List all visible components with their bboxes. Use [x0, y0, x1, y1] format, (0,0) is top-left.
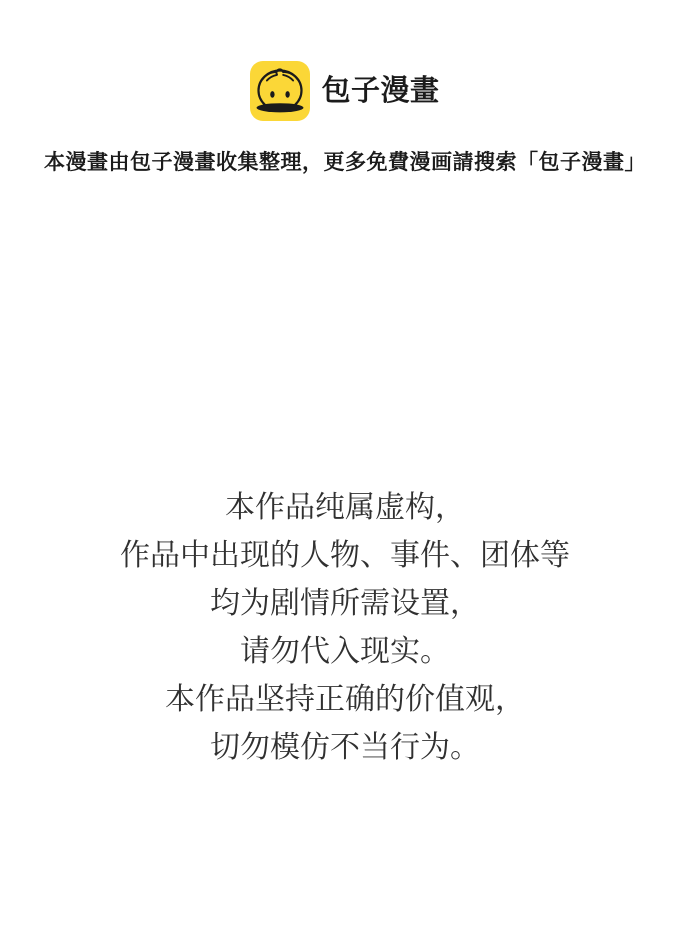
bun-right-eye: [286, 91, 290, 98]
disclaimer-line: 本作品纯属虚构，: [225, 491, 465, 524]
disclaimer-line: 均为剧情所需设置，: [210, 587, 480, 620]
bun-left-eye: [271, 91, 275, 98]
disclaimer-line: 作品中出现的人物、事件、团体等: [120, 539, 570, 572]
baozi-logo-icon: [250, 61, 310, 121]
disclaimer-line: 本作品坚持正确的价值观，: [165, 683, 525, 716]
disclaimer-line: 切勿模仿不当行为。: [210, 731, 480, 764]
disclaimer-block: [0, 484, 690, 772]
brand-title: 包子漫畫: [321, 74, 440, 107]
brand-tagline: 本漫畫由包子漫畫收集整理，更多免費漫画請搜索「包子漫畫」: [44, 151, 646, 174]
bun-shadow: [257, 103, 304, 112]
disclaimer-line: 请勿代入现实。: [240, 635, 450, 668]
brand-header: [0, 0, 690, 121]
